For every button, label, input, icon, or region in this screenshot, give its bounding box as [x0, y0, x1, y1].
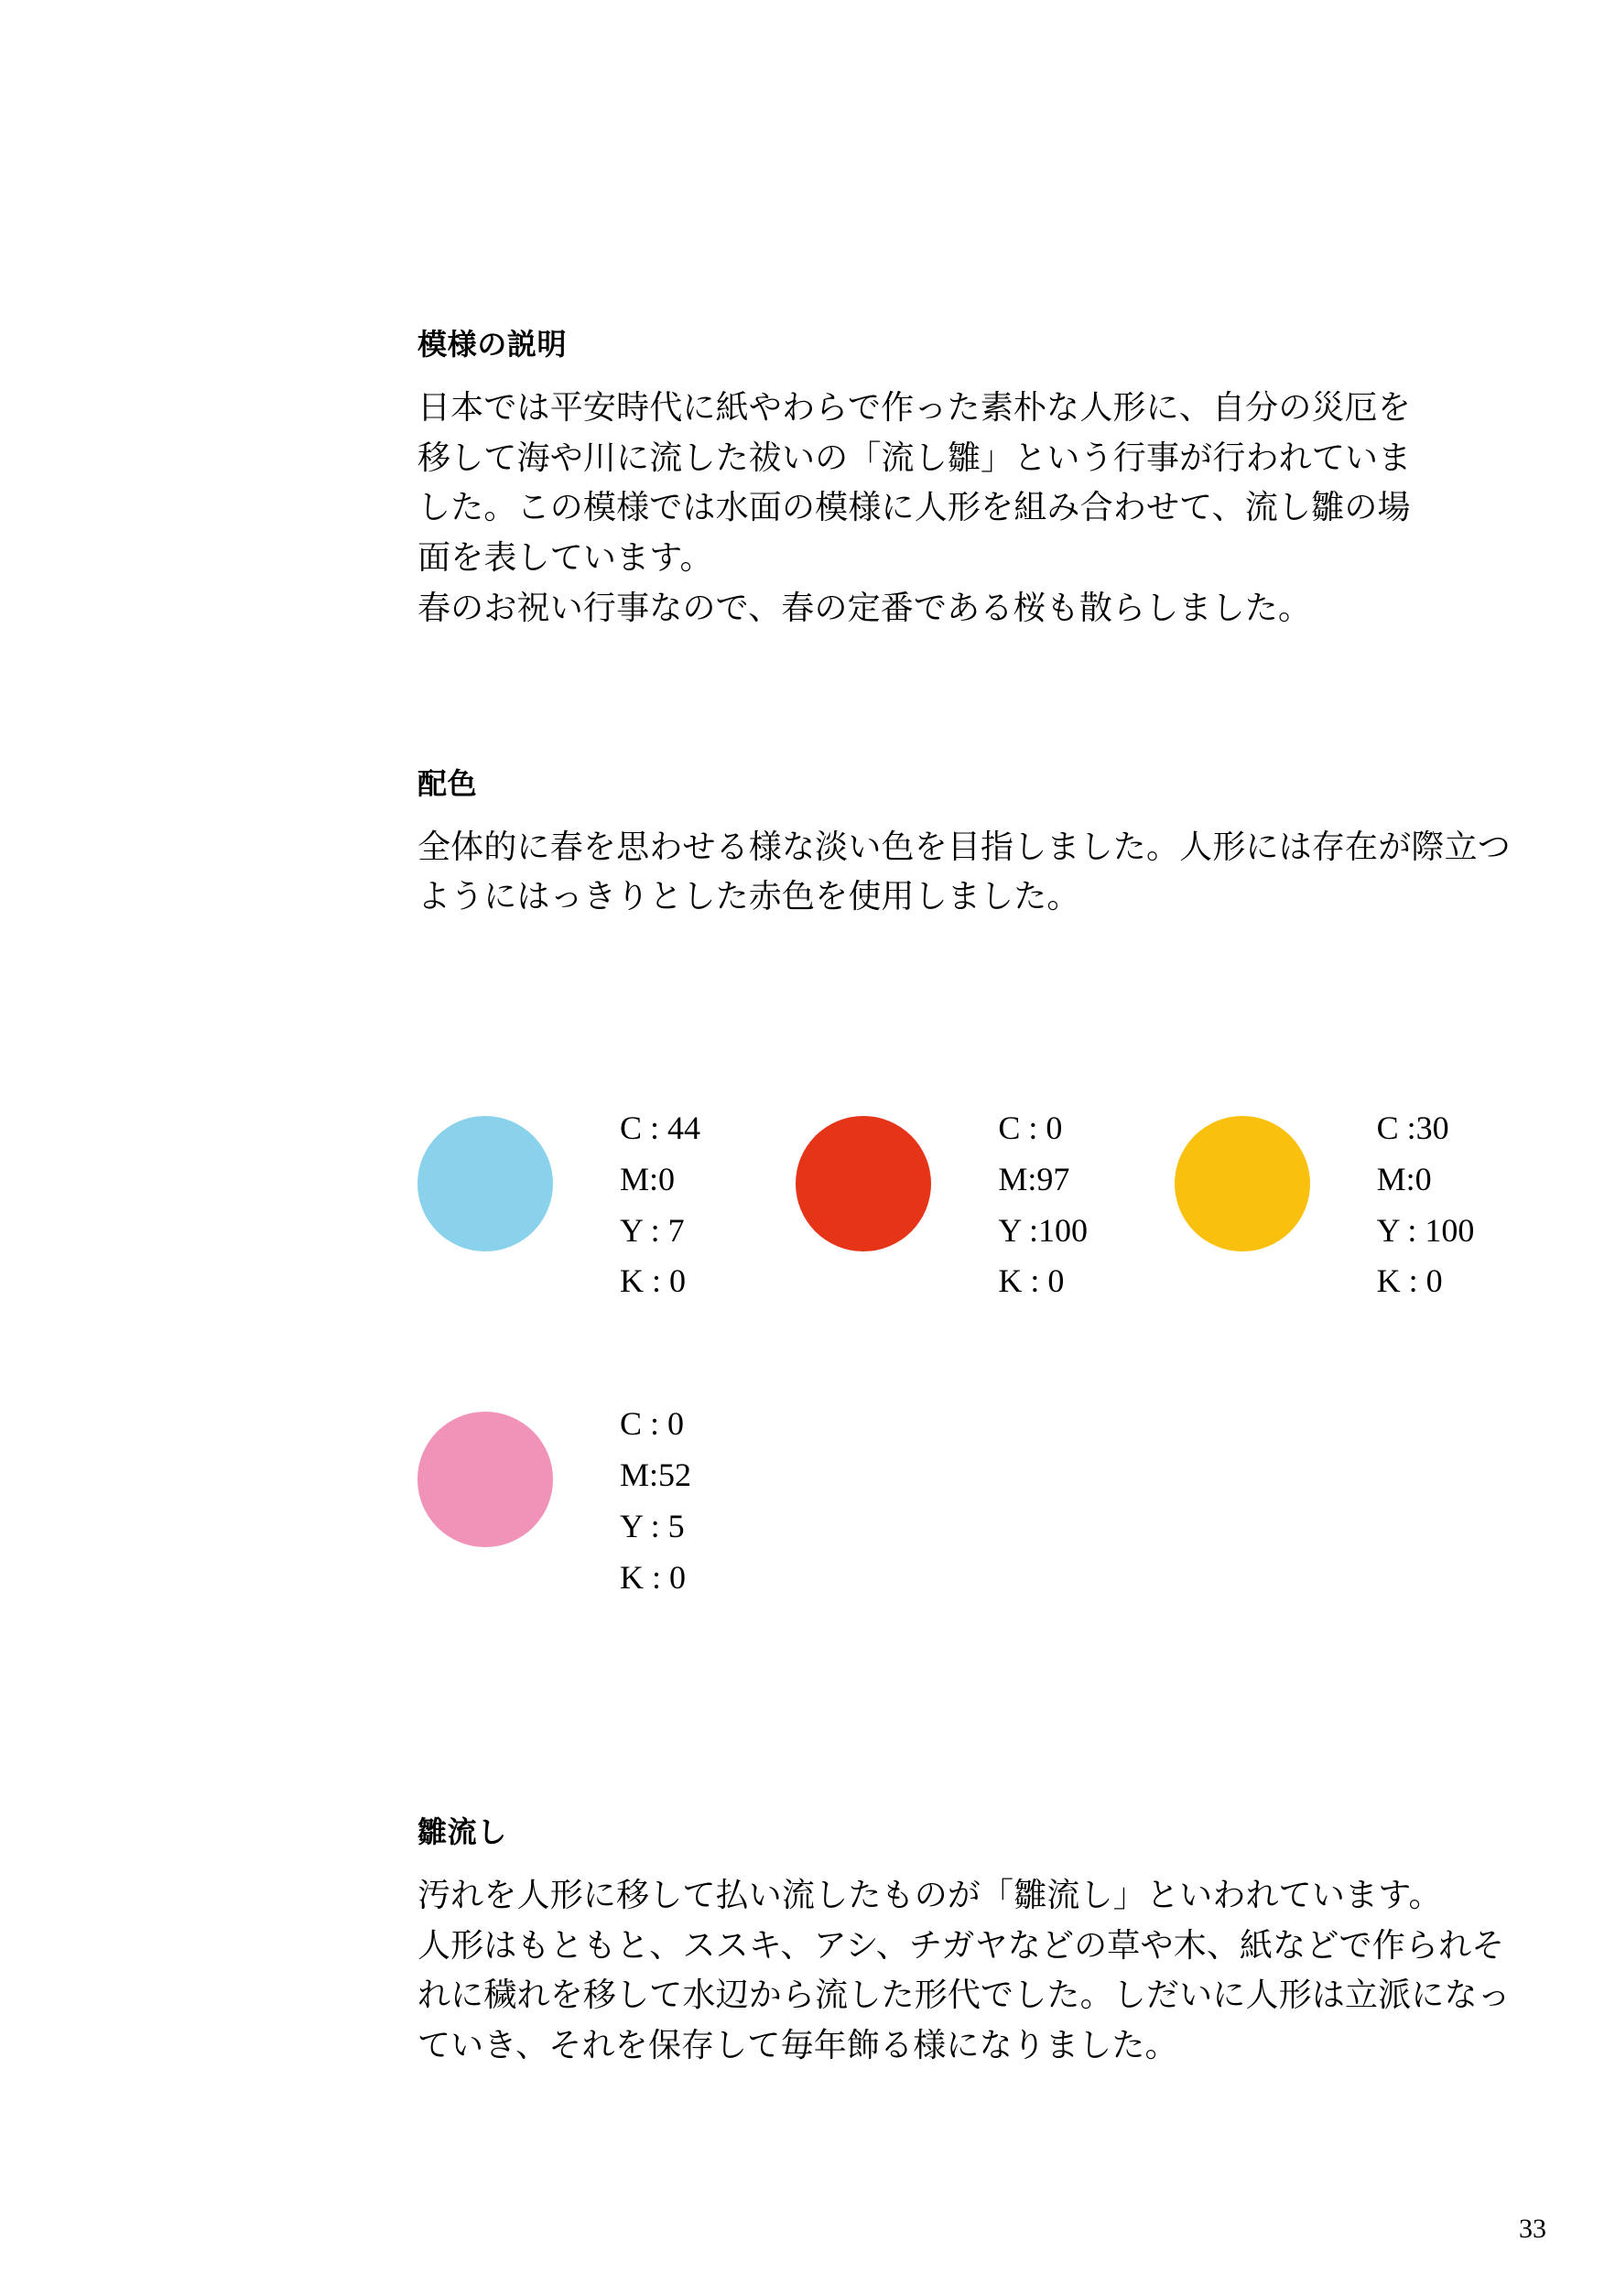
color-swatch-grid [417, 1103, 1553, 1603]
paragraph-line: 全体的に春を思わせる様な淡い色を目指しました。人形には存在が際立つ [417, 828, 1511, 865]
paragraph-line: ようにはっきりとした赤色を使用しました。 [417, 878, 1080, 915]
swatch-cmyk-values [620, 1103, 700, 1307]
paragraph-pattern-explanation [417, 383, 1412, 634]
paragraph-line: した。この模様では水面の模様に人形を組み合わせて、流し雛の場 [417, 489, 1411, 526]
swatch-row [417, 1103, 1553, 1307]
paragraph-line: 春のお祝い行事なので、春の定番である桜も散らしました。 [417, 589, 1312, 626]
swatch-cmyk-values [998, 1103, 1088, 1307]
color-swatch-yellow [1175, 1103, 1553, 1307]
cmyk-c: C : 0 [620, 1405, 685, 1443]
swatch-cmyk-values [620, 1399, 691, 1603]
swatch-cmyk-values [1377, 1103, 1475, 1307]
cmyk-m: M:52 [620, 1456, 692, 1493]
text-column-lower [417, 1815, 1511, 2071]
cmyk-m: M:97 [998, 1160, 1070, 1197]
swatch-circle-red [796, 1116, 931, 1251]
cmyk-m: M:0 [620, 1160, 676, 1197]
cmyk-k: K : 0 [620, 1558, 686, 1596]
swatch-row [417, 1399, 1553, 1603]
cmyk-k: K : 0 [1376, 1262, 1443, 1300]
paragraph-line: 汚れを人形に移して払い流したものが「雛流し」といわれています。 [417, 1877, 1442, 1913]
section-heading-pattern-explanation: 模様の説明 [417, 328, 568, 361]
cmyk-c: C :30 [1376, 1110, 1449, 1146]
cmyk-c: C : 0 [998, 1110, 1063, 1146]
cmyk-m: M:0 [1376, 1160, 1432, 1197]
section-heading-hina-nagashi: 雛流し [417, 1815, 507, 1848]
paragraph-line: れに穢れを移して水辺から流した形代でした。しだいに人形は立派になっ [417, 1977, 1511, 2014]
color-swatch-red [796, 1103, 1174, 1307]
page-number: 33 [1519, 2214, 1546, 2244]
cmyk-k: K : 0 [998, 1262, 1065, 1300]
text-column [417, 328, 1511, 922]
cmyk-y: Y : 5 [620, 1507, 685, 1544]
cmyk-y: Y : 100 [1376, 1211, 1475, 1249]
color-swatch-pink [417, 1399, 820, 1603]
paragraph-line: ていき、それを保存して毎年飾る様になりました。 [417, 2027, 1178, 2064]
cmyk-k: K : 0 [620, 1262, 686, 1300]
paragraph-line: 面を表しています。 [417, 539, 713, 577]
cmyk-y: Y :100 [998, 1211, 1088, 1249]
section-heading-color-scheme: 配色 [417, 766, 478, 800]
paragraph-line: 移して海や川に流した祓いの「流し雛」という行事が行われていま [417, 439, 1412, 476]
color-swatch-light-blue [417, 1103, 796, 1307]
paragraph-line: 人形はもともと、ススキ、アシ、チガヤなどの草や木、紙などで作られそ [417, 1926, 1505, 1964]
swatch-circle-pink [417, 1412, 553, 1547]
spacer [417, 634, 1342, 769]
swatch-circle-yellow [1175, 1116, 1310, 1251]
paragraph-line: 日本では平安時代に紙やわらで作った素朴な人形に、自分の災厄を [417, 389, 1412, 426]
paragraph-hina-nagashi [417, 1870, 1511, 2071]
swatch-circle-light-blue [417, 1116, 553, 1251]
cmyk-c: C : 44 [620, 1110, 701, 1146]
paragraph-color-scheme [417, 822, 1511, 922]
cmyk-y: Y : 7 [620, 1211, 685, 1249]
